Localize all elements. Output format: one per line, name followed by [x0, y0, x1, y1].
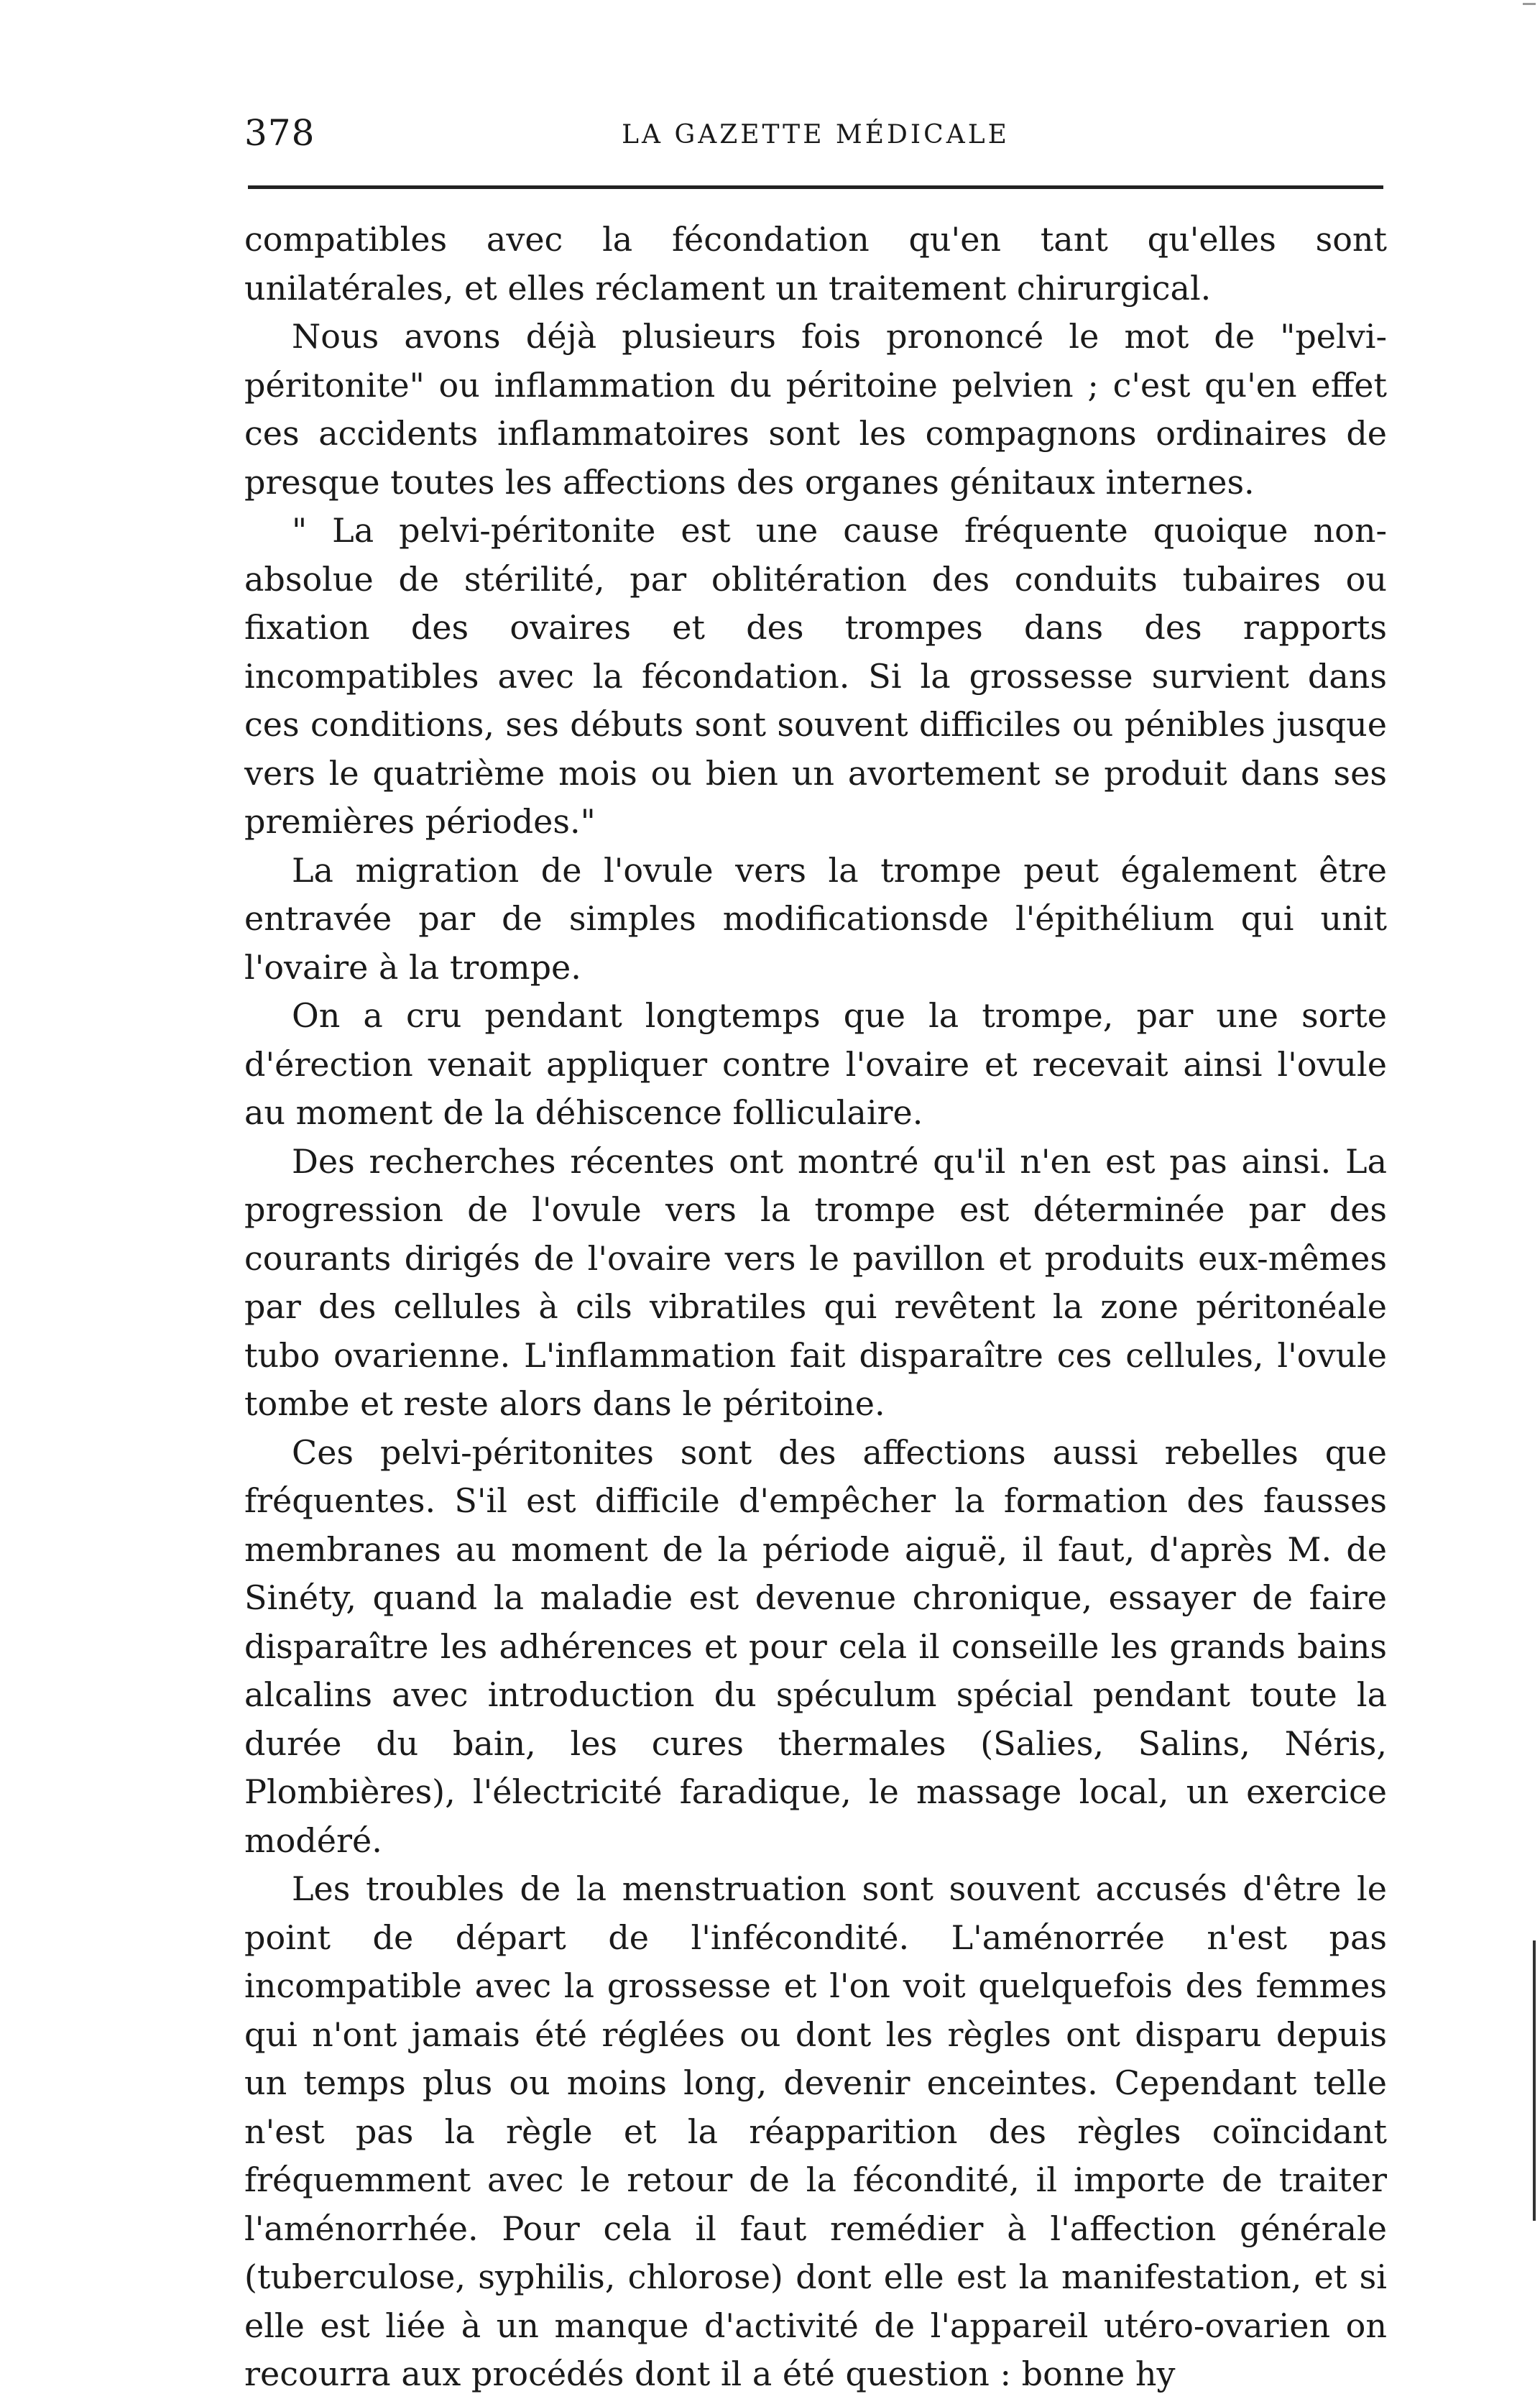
- page-number: 378: [244, 112, 315, 154]
- page-body: [244, 216, 1387, 2399]
- paragraph-treatment: Ces pelvi-péritonites sont des affections aussi rebelles que fréquentes. S'il est difficile d'empêcher la formation des fausses membranes au moment de la période aiguë, il faut, d'après M. de Sinéty, quand la maladie est devenue chronique, essayer de faire disparaître les adhérences et pour cela il conseille les grands bains alcalins avec introduction du spéculum spécial pendant toute la durée du bain, les cures thermales (Salies, Salins, Néris, Plombières), l'électricité faradique, le massage local, un exercice modéré.: [244, 1432, 1387, 1860]
- header-rule: [248, 185, 1383, 189]
- paragraph-menstruation: Les troubles de la menstruation sont souvent accusés d'être le point de départ de l'infécondité. L'aménorrée n'est pas incompatible avec la grossesse et l'on voit quelquefois des femmes qui n'ont jamais été réglées ou dont les règles ont disparu depuis un temps plus ou moins long, devenir enceintes. Cependant telle n'est pas la règle et la réapparition des règles coïncidant fréquemment avec le retour de la fécondité, il importe de traiter l'aménorrhée. Pour cela il faut remédier à l'affection générale (tuberculose, syphilis, chlorose) dont elle est la manifestation, et si elle est liée à un manque d'activité de l'appareil utéro-ovarien on recourra aux procédés dont il a été question : bonne hy: [244, 1869, 1387, 2393]
- page-header: [244, 108, 1387, 165]
- paragraph-continuation: compatibles avec la fécondation qu'en tant qu'elles sont unilatérales, et elles réclament un traitement chirurgical.: [244, 220, 1387, 308]
- scan-edge-mark-top: [1523, 3, 1536, 15]
- paragraph-pelvi-peritonite: Nous avons déjà plusieurs fois prononcé le mot de "pelvi-péritonite" ou inflammation du péritoine pelvien ; c'est qu'en effet ces accidents inflammatoires sont les compagnons ordinaires de presque toutes les affections des organes génitaux internes.: [244, 317, 1387, 502]
- paragraph-erection-theory: On a cru pendant longtemps que la trompe, par une sorte d'érection venait appliquer contre l'ovaire et recevait ainsi l'ovule au moment de la déhiscence folliculaire.: [244, 996, 1387, 1132]
- paragraph-quotation: " La pelvi-péritonite est une cause fréquente quoique non-absolue de stérilité, par oblitération des conduits tubaires ou fixation des ovaires et des trompes dans des rapports incompatibles avec la fécondation. Si la grossesse survient dans ces conditions, ses débuts sont souvent difficiles ou pénibles jusque vers le quatrième mois ou bien un avortement se produit dans ses premières périodes.": [244, 511, 1387, 841]
- paragraph-recent-research: Des recherches récentes ont montré qu'il n'en est pas ainsi. La progression de l'ovule vers la trompe est déterminée par des courants dirigés de l'ovaire vers le pavillon et produits eux-mêmes par des cellules à cils vibratiles qui revêtent la zone péritonéale tubo ovarienne. L'inflammation fait disparaître ces cellules, l'ovule tombe et reste alors dans le péritoine.: [244, 1141, 1387, 1423]
- running-title: LA GAZETTE MÉDICALE: [622, 120, 1010, 149]
- paragraph-migration: La migration de l'ovule vers la trompe peut également être entravée par de simples modificationsde l'épithélium qui unit l'ovaire à la trompe.: [244, 850, 1387, 987]
- scan-edge-mark-bottom: [1533, 1940, 1536, 2221]
